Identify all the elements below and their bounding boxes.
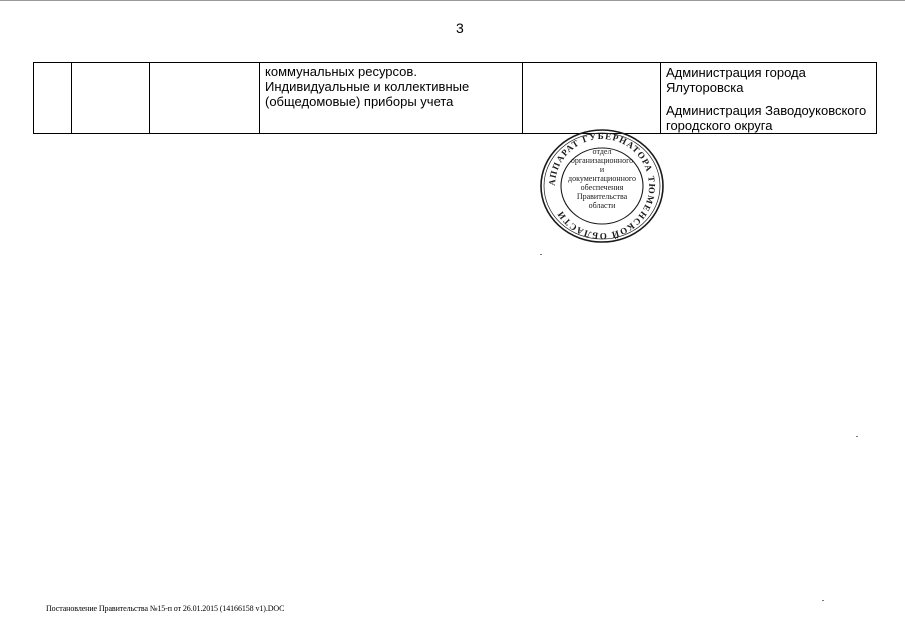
scan-speck [822, 600, 824, 601]
scan-speck [540, 254, 542, 255]
footer-file-reference: Постановление Правительства №15-п от 26.01.2015 (14166158 v1).DOC [46, 604, 285, 613]
table-row [34, 63, 877, 134]
stamp-line: и [599, 165, 605, 174]
administration-name: Администрация Заводоуковского городского округа [666, 103, 867, 133]
table-cell-number [34, 63, 72, 134]
table-cell-empty [523, 63, 661, 134]
scan-speck [856, 436, 858, 437]
stamp-line: организационного [570, 156, 634, 165]
document-table [33, 62, 877, 134]
stamp-line: Правительства [576, 192, 628, 201]
table-cell-responsible [661, 63, 877, 134]
table-cell-empty [150, 63, 260, 134]
description-text: коммунальных ресурсов. Индивидуальные и коллективные (общедомовые) приборы учета [265, 64, 470, 109]
administration-name: Администрация города Ялуторовска [666, 65, 806, 95]
official-stamp [539, 128, 665, 245]
table-cell-description [260, 63, 523, 134]
scan-top-edge [0, 0, 905, 1]
stamp-line: обеспечения [580, 183, 624, 192]
table-cell-empty [72, 63, 150, 134]
stamp-outer-text: АППАРАТ ГУБЕРНАТОРА ТЮМЕНСКОЙ ОБЛАСТИ [546, 130, 658, 242]
stamp-line: документационного [568, 174, 636, 183]
stamp-line: отдел [592, 147, 612, 156]
page-number: 3 [456, 20, 464, 36]
stamp-line: области [588, 201, 616, 210]
